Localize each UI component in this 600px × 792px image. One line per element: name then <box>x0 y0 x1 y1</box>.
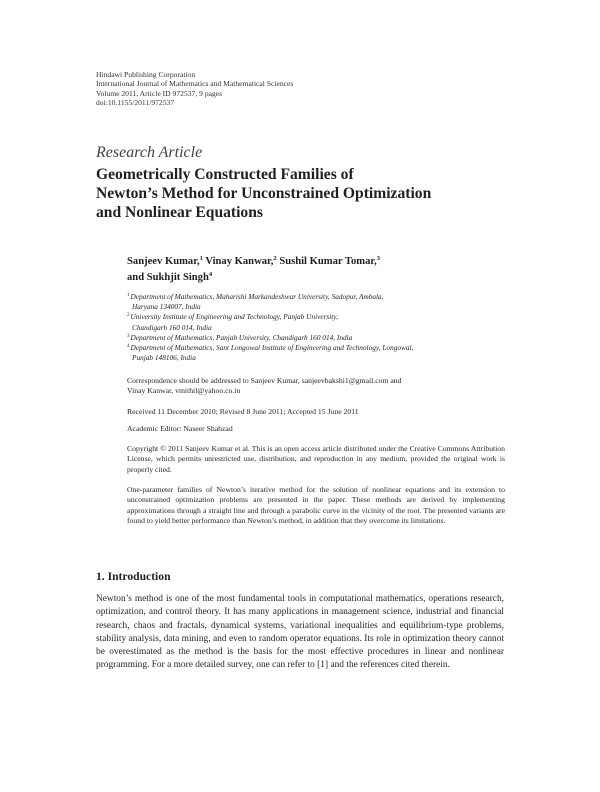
author-list <box>127 254 380 285</box>
publisher: Hindawi Publishing Corporation <box>96 70 196 79</box>
affiliation-text: Department of Mathematics, Maharishi Markandeshwar University, Sadopur, Ambala, <box>130 292 384 301</box>
affiliation <box>127 292 507 302</box>
author-name: Sanjeev Kumar, <box>127 256 200 267</box>
author-name: Vinay Kanwar, <box>205 256 274 267</box>
affiliations <box>127 292 507 363</box>
journal-header <box>96 70 293 108</box>
article-type: Research Article <box>96 144 203 161</box>
affiliation-mark: 3 <box>127 333 130 339</box>
doi[interactable]: doi:10.1155/2011/972537 <box>96 98 175 108</box>
section-body: Newton’s method is one of the most fundamental tools in computational mathematics, operations research, optimization, and control theory. It has many applications in management science, industrial and financial research, chaos and fractals, dynamical systems, variational inequalities and equilibrium-type problems, stability analysis, data mining, and even to random operator equations. Its role in optimization theory cannot be overestimated as the method is the basis for the most effective procedures in linear and nonlinear programming. For a more detailed survey, one can refer to [1] and the references cited therein. <box>96 594 504 671</box>
correspondence-line: Vinay Kanwar, vmithil@yahoo.co.in <box>127 386 241 396</box>
author-affil-mark: 2 <box>273 255 277 262</box>
correspondence-line: Correspondence should be addressed to Sanjeev Kumar, sanjeevbakshi1@gmail.com and <box>127 376 402 385</box>
received-dates: Received 11 December 2010; Revised 8 June 2011; Accepted 15 June 2011 <box>127 407 359 416</box>
author-affil-mark: 3 <box>376 255 381 262</box>
journal-name: International Journal of Mathematics and Mathematical Sciences <box>96 79 294 89</box>
affiliation-cont: Chandigarh 160 014, India <box>132 322 212 332</box>
affiliation-cont: Punjab 148106, India <box>132 353 196 363</box>
paper-title <box>96 165 536 222</box>
affiliation-text: Department of Mathematics, Panjab University, Chandigarh 160 014, India <box>130 332 353 342</box>
title-line: and Nonlinear Equations <box>96 204 263 221</box>
affiliation-mark: 1 <box>127 293 130 298</box>
affiliation <box>127 343 507 353</box>
affiliation-text: Department of Mathematics, Sant Longowal Institute of Engineering and Technology, Longowal, <box>130 343 414 353</box>
section-heading: 1. Introduction <box>96 570 171 583</box>
title-line: Geometrically Constructed Families of <box>96 166 354 183</box>
affiliation-cont: Haryana 134007, India <box>132 302 201 312</box>
title-line: Newton’s Method for Unconstrained Optimization <box>96 185 432 202</box>
affiliation-mark: 2 <box>127 313 130 319</box>
affiliation <box>127 312 507 322</box>
correspondence <box>127 376 507 397</box>
affiliation <box>127 333 507 343</box>
academic-editor: Academic Editor: Naseer Shahzad <box>127 424 233 433</box>
copyright-notice: Copyright © 2011 Sanjeev Kumar et al. This is an open access article distributed under the Creative Commons Attribution License, which permits unrestricted use, distribution, and reproduction in any medium, provided the original work is properly cited. <box>127 444 505 474</box>
abstract: One-parameter families of Newton’s iterative method for the solution of nonlinear equations and its extension to unconstrained optimization problems are presented in the paper. These methods are derived by implementing approximations through a straight line and through a parabolic curve in the vicinity of the root. The presented variants are found to yield better performance than Newton’s method, in addition that they overcome its limitations. <box>127 485 505 525</box>
author-name: Sukhjit Singh <box>146 271 209 283</box>
author-conjunction: and <box>127 271 147 283</box>
author-name: Sushil Kumar Tomar, <box>279 256 377 267</box>
volume-info: Volume 2011, Article ID 972537, 9 pages <box>96 88 223 98</box>
affiliation-text: University Institute of Engineering and Technology, Panjab University, <box>130 312 338 322</box>
author-affil-mark: 1 <box>199 255 203 262</box>
author-affil-mark: 4 <box>208 270 213 278</box>
affiliation-mark: 4 <box>127 344 130 350</box>
